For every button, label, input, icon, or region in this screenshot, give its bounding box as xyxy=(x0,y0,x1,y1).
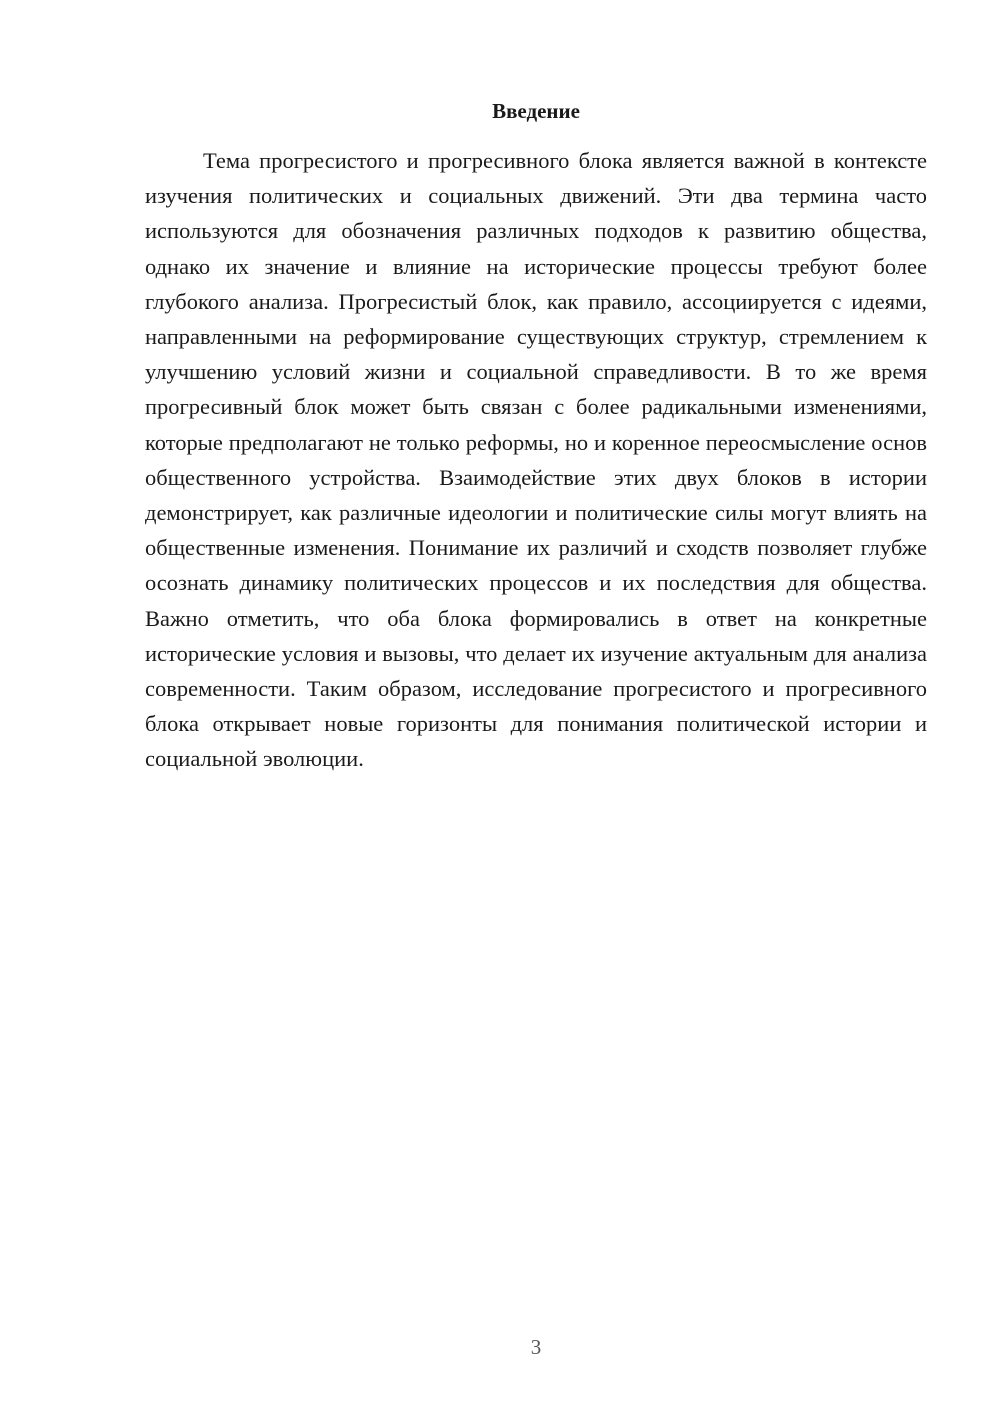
page-number: 3 xyxy=(530,1335,542,1359)
intro-paragraph: Тема прогресистого и прогресивного блока является важной в контексте изучения политических и социальных движений. Эти два термина часто используются для обозначения различных подходов к развитию общества, однако их значение и влияние на исторические процессы требуют более глубокого анализа. Прогресистый блок, как правило, ассоциируется с идеями, направленными на реформирование существующих структур, стремлением к улучшению условий жизни и социальной справедливости. В то же время прогресивный блок может быть связан с более радикальными изменениями, которые предполагают не только реформы, но и коренное переосмысление основ общественного устройства. Взаимодействие этих двух блоков в истории демонстрирует, как различные идеологии и политические силы могут влиять на общественные изменения. Понимание их различий и сходств позволяет глубже осознать динамику политических процессов и их последствия для общества. Важно отметить, что оба блока формировались в ответ на конкретные исторические условия и вызовы, что делает их изучение актуальным для анализа современности. Таким образом, исследование прогресистого и прогресивного блока открывает новые горизонты для понимания политической истории и социальной эволюции. xyxy=(145,148,927,772)
section-heading: Введение xyxy=(492,99,580,123)
